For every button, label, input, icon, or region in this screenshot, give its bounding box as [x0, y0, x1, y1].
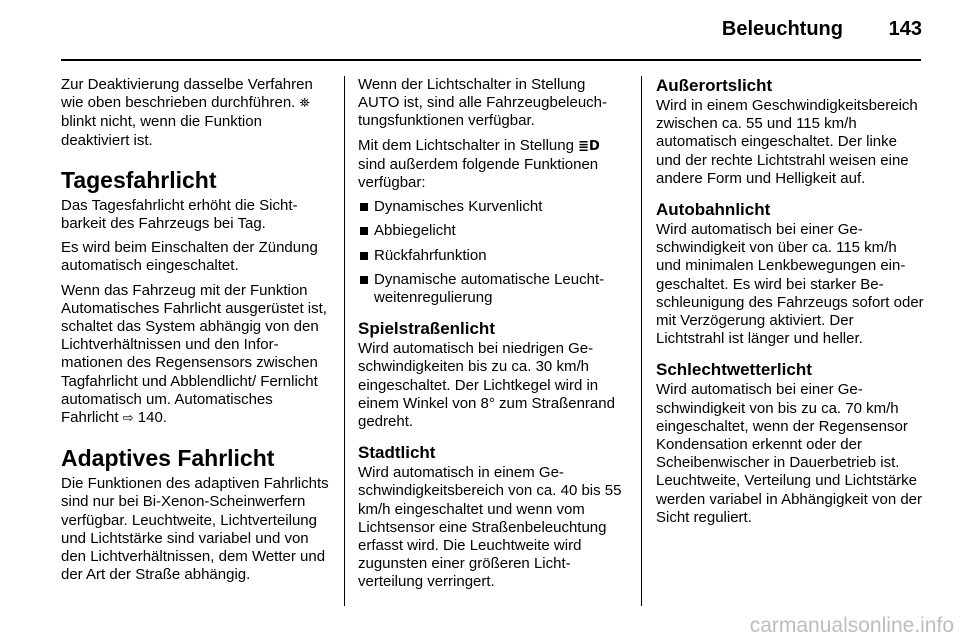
- light-indicator-icon: ⛯: [299, 96, 310, 112]
- heading-stadtlicht: Stadtlicht: [358, 443, 436, 463]
- auto-label: AUTO: [358, 94, 400, 112]
- bullet-square-icon: [360, 227, 368, 235]
- bullet-square-icon: [360, 252, 368, 260]
- page-number: 143: [888, 18, 922, 40]
- watermark: carmanualsonline.info: [749, 614, 954, 637]
- column-divider-2: [641, 76, 642, 606]
- low-beam-icon: ≣D: [578, 138, 600, 154]
- heading-ausserortslicht: Außerortslicht: [656, 76, 773, 95]
- paragraph-tages-1: Das Tagesfahrlicht erhöht die Sichtbarkeit des Fahrzeugs bei Tag.: [61, 196, 298, 233]
- page-reference-arrow-icon: ⇨: [122, 411, 134, 427]
- heading-autobahnlicht: Autobahnlicht: [656, 200, 771, 220]
- heading-adaptives-fahrlicht: Adaptives Fahrlicht: [61, 445, 275, 472]
- function-list: [358, 198, 626, 307]
- column-3: [656, 76, 924, 533]
- paragraph-deaktivierung: Zur Deaktivierung dasselbe Verfahren wie oben beschrieben durchführen. ⛯ blinkt nicht, wenn die Funktion deaktiviert ist.: [61, 76, 313, 149]
- list-item: Rückfahrfunktion: [358, 247, 626, 265]
- heading-schlechtwetterlicht: Schlechtwetterlicht: [656, 360, 812, 380]
- paragraph-tages-2: Es wird beim Einschalten der Zündung automatisch eingeschaltet.: [61, 239, 318, 275]
- paragraph-adaptiv: Die Funktionen des adaptiven Fahrlichts sind nur bei Bi-Xenon-Scheinwerfern verfügbar. Leuchtweite, Lichtverteilung und Lichtstärke sind variabel und von den Lichtverhältnissen, dem Wetter und der Art der Straße abhängig.: [61, 475, 329, 584]
- heading-spielstrassenlicht: Spielstraßenlicht: [358, 319, 495, 339]
- list-item: Abbiegelicht: [358, 222, 626, 240]
- heading-tagesfahrlicht: Tagesfahrlicht: [61, 166, 217, 193]
- column-1: [61, 76, 329, 590]
- bullet-square-icon: [360, 203, 368, 211]
- section-title: Beleuchtung: [721, 18, 843, 40]
- column-divider-1: [344, 76, 345, 606]
- paragraph-stadtlicht: Wird automatisch in einem Geschwindigkeitsbereich von ca. 40 bis 55 km/h eingeschaltet und wenn vom Lichtsensor eine Straßenbeleuchtung erfasst wird. Die Leuchtweite wird zugunsten einer größeren Lichtverteilung verringert.: [358, 464, 622, 591]
- paragraph-tages-3: Wenn das Fahrzeug mit der Funktion Automatisches Fahrlicht ausgerüstet ist, schaltet das System abhängig von den Lichtverhältnissen und den Informationen des Regensensors zwischen Tagfahrlicht und Abblendlicht/ Fernlicht automatisch um. Automatisches Fahrlicht ⇨ 140.: [61, 281, 327, 427]
- column-2: [358, 76, 626, 598]
- paragraph-schlechtwetter: Wird automatisch bei einer Geschwindigkeit von bis zu ca. 70 km/h eingeschaltet, wenn der Regensensor Kondensation erkennt oder der Scheibenwischer in Dauerbetrieb ist. Leuchtweite, Verteilung und Lichtstärke werden variabel in Abhängigkeit von der Sicht reguliert.: [656, 381, 923, 526]
- paragraph-auto: Wenn der Lichtschalter in Stellung AUTO ist, sind alle Fahrzeugbeleuchtungsfunktionen verfügbar.: [358, 76, 608, 130]
- paragraph-spielstrasse: Wird automatisch bei niedrigen Geschwindigkeiten bis zu ca. 30 km/h eingeschaltet. Der Lichtkegel wird in einem Winkel von 8° zum Straßenrand gedreht.: [358, 340, 615, 431]
- paragraph-ausserorts: Wird in einem Geschwindigkeitsbereich zwischen ca. 55 und 115 km/h automatisch eingeschaltet. Der linke und der rechte Lichtstrahl weisen eine andere Form und Helligkeit auf.: [656, 97, 918, 187]
- list-item: Dynamische automatische Leuchtweitenregulierung: [358, 271, 626, 307]
- page-reference[interactable]: 140.: [137, 409, 167, 427]
- paragraph-lichtschalter: Mit dem Lichtschalter in Stellung ≣D sind außerdem folgende Funktionen verfügbar:: [358, 136, 600, 192]
- bullet-square-icon: [360, 276, 368, 284]
- header-rule: [61, 59, 921, 61]
- paragraph-autobahn: Wird automatisch bei einer Geschwindigkeit von über ca. 115 km/h und minimalen Lenkbewegungen eingeschaltet. Es wird bei starker Beschleunigung des Fahrzeugs sofort oder mit Verzögerung aktiviert. Der Lichtstrahl ist länger und heller.: [656, 221, 924, 348]
- list-item: Dynamisches Kurvenlicht: [358, 198, 626, 216]
